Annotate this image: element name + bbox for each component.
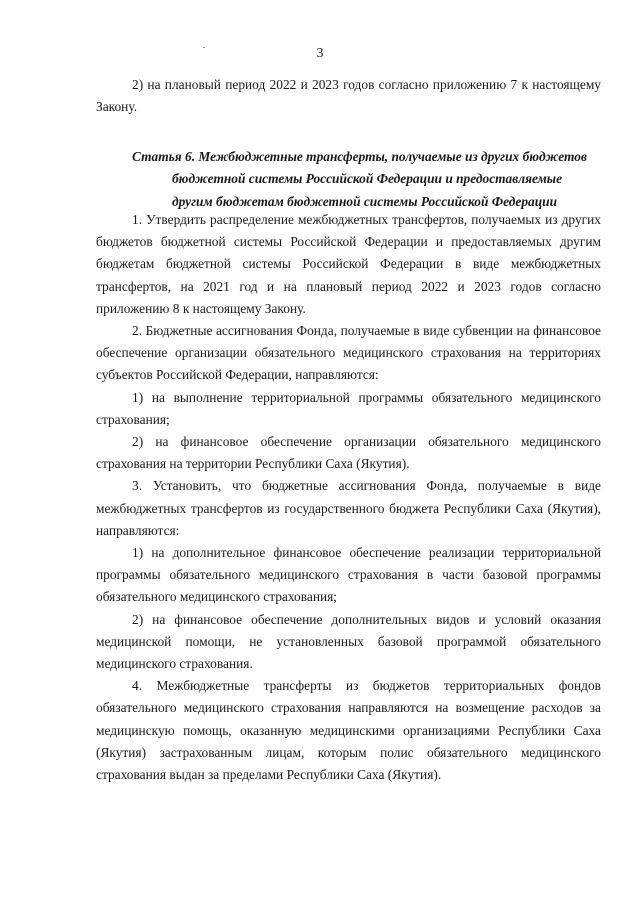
article-paragraph-1: 1. Утвердить распределение межбюджетных трансфертов, получаемых из других бюджетов бюджетной системы Российской Федерации и предоставляемых другим бюджетам бюджетной системы Российской Федерации в виде межбюджетных трансфертов, на 2021 год и на плановый период 2022 и 2023 годов согласно приложению 8 к настоящему Закону. (96, 212, 601, 316)
intro-paragraph: 2) на плановый период 2022 и 2023 годов согласно приложению 7 к настоящему Закону. (96, 77, 601, 115)
article-paragraph-2: 2. Бюджетные ассигнования Фонда, получаемые в виде субвенции на финансовое обеспечение организации обязательного медицинского страхования на территориях субъектов Российской Федерации, направляются: (96, 323, 601, 383)
article-heading-line-2: бюджетной системы Российской Федерации и предоставляемые (172, 171, 563, 187)
article-subitem-3-1: 1) на дополнительное финансовое обеспечение реализации территориальной программы обязательного медицинского страхования в части базовой программы обязательного медицинского страхования; (96, 545, 601, 605)
article-body (96, 209, 601, 786)
article-subitem-2-1: 1) на выполнение территориальной программы обязательного медицинского страхования; (96, 389, 601, 427)
article-heading (96, 146, 601, 213)
article-heading-line-3: другим бюджетам бюджетной системы Российской Федерации (172, 193, 558, 209)
article-subitem-3-2: 2) на финансовое обеспечение дополнительных видов и условий оказания медицинской помощи, не установленных базовой программой обязательного медицинского страхования. (96, 611, 601, 672)
article-heading-line-1: Статья 6. Межбюджетные трансферты, получаемые из других бюджетов (132, 149, 587, 164)
article-paragraph-3: 3. Установить, что бюджетные ассигнования Фонда, получаемые в виде межбюджетных трансфертов из государственного бюджета Республики Саха (Якутия), направляются: (96, 478, 601, 538)
article-paragraph-4: 4. Межбюджетные трансферты из бюджетов территориальных фондов обязательного медицинского страхования направляются на возмещение расходов за медицинскую помощь, оказанную медицинскими организациями Республики Саха (Якутия) застрахованным лицам, которым полис обязательного медицинского страхования выдан за пределами Республики Саха (Якутия). (96, 678, 601, 783)
page-number: 3 (316, 46, 324, 61)
article-subitem-2-2: 2) на финансовое обеспечение организации обязательного медицинского страхования на территории Республики Саха (Якутия). (96, 434, 601, 472)
intro-block (96, 74, 601, 118)
